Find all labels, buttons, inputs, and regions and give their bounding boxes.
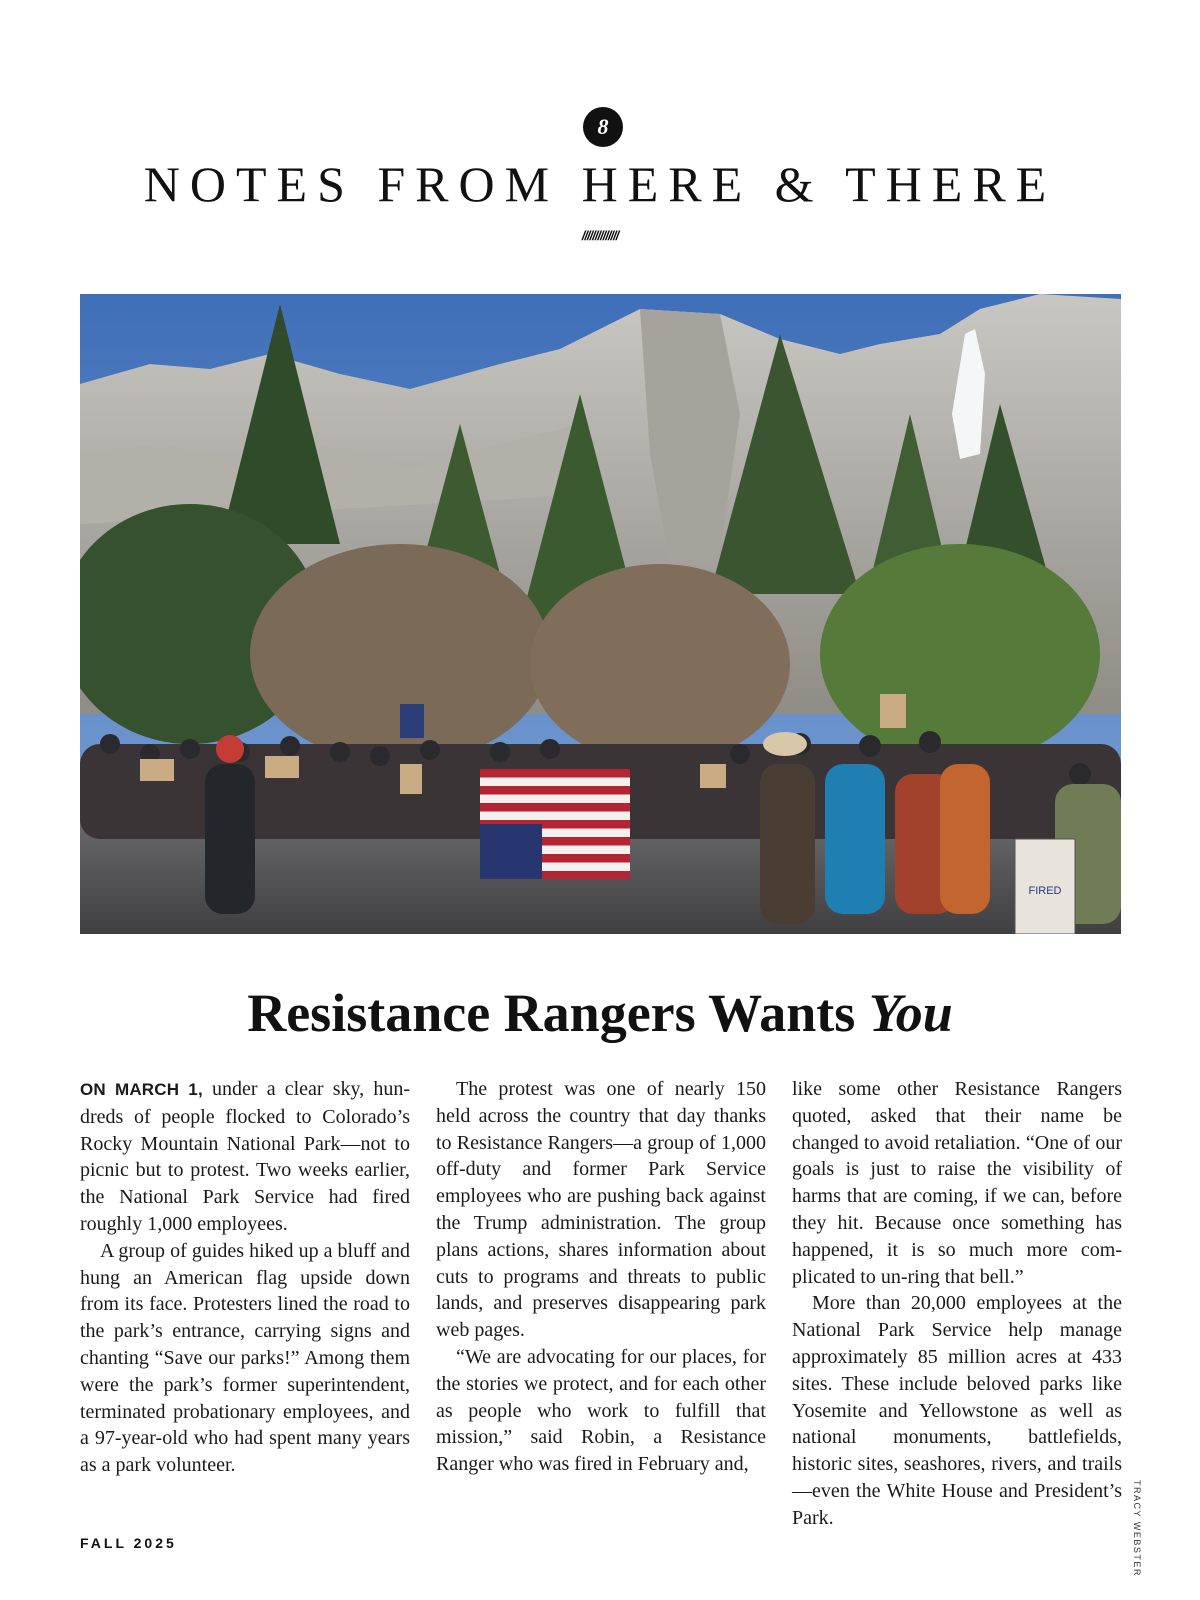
article-column-1	[80, 1076, 410, 1479]
headline-main: Resistance Rangers Wants	[247, 983, 869, 1043]
lead-in: ON MARCH 1,	[80, 1080, 203, 1099]
paragraph-1	[80, 1076, 410, 1238]
headline-emphasis: You	[868, 983, 953, 1043]
paragraph-5: More than 20,000 employees at the National Park Service help manage approximately 85 million acres at 433 sites. These include beloved parks like Yosemite and Yellowstone as well as national monuments, battlefields, historic sites, seashores, rivers, and trails—even the White House and President’s Park.	[792, 1292, 1122, 1529]
article-column-3	[792, 1076, 1122, 1532]
section-title: NOTES FROM HERE & THERE	[143, 156, 1057, 212]
page-number-badge: 8	[583, 107, 623, 147]
protest-photo	[80, 294, 1121, 934]
paragraph-4: “We are advocating for our places, for the stories we protect, and for each other as people who work to fulfill that mission,” said Robin, a Resistance Ranger who was fired in February and,	[436, 1345, 766, 1476]
paragraph-3: The protest was one of nearly 150 held across the country that day thanks to Resistance Rangers—a group of 1,000 off-duty and former Park Service employees who are pushing back against the Trump administration. The group plans actions, shares information about cuts to programs and threats to public lands, and preserves disappearing park web pages.	[436, 1078, 766, 1342]
photo-credit: TRACY WEBSTER	[1132, 1480, 1142, 1577]
issue-footer: FALL 2025	[80, 1535, 177, 1551]
photo-illustration	[80, 294, 1121, 934]
paragraph-1-text: under a clear sky, hundreds of people flocked to Colorado’s Rocky Mountain National Park—not to picnic but to protest. Two weeks earlier, the National Park Service had fired roughly 1,000 employees.	[80, 1078, 410, 1235]
paragraph-2: A group of guides hiked up a bluff and hung an American flag upside down from its face. Protesters lined the road to the park’s entrance, carrying signs and chanting “Save our parks!” Among them were the park’s former superintendent, terminated probationary employees, and a 97-year-old who had spent many years as a park volunteer.	[80, 1239, 410, 1477]
article-column-2	[436, 1076, 766, 1478]
section-divider: //////////////	[581, 228, 619, 243]
paragraph-4-continued: like some other Resistance Rangers quoted, asked that their name be changed to avoid retaliation. “One of our goals is just to raise the visibility of harms that are coming, if we can, before they hit. Because once something has happened, it is so much more complicated to un-ring that bell.”	[792, 1078, 1122, 1288]
article-headline	[0, 982, 1200, 1044]
protest-sign-text: FIRED	[1028, 885, 1062, 897]
